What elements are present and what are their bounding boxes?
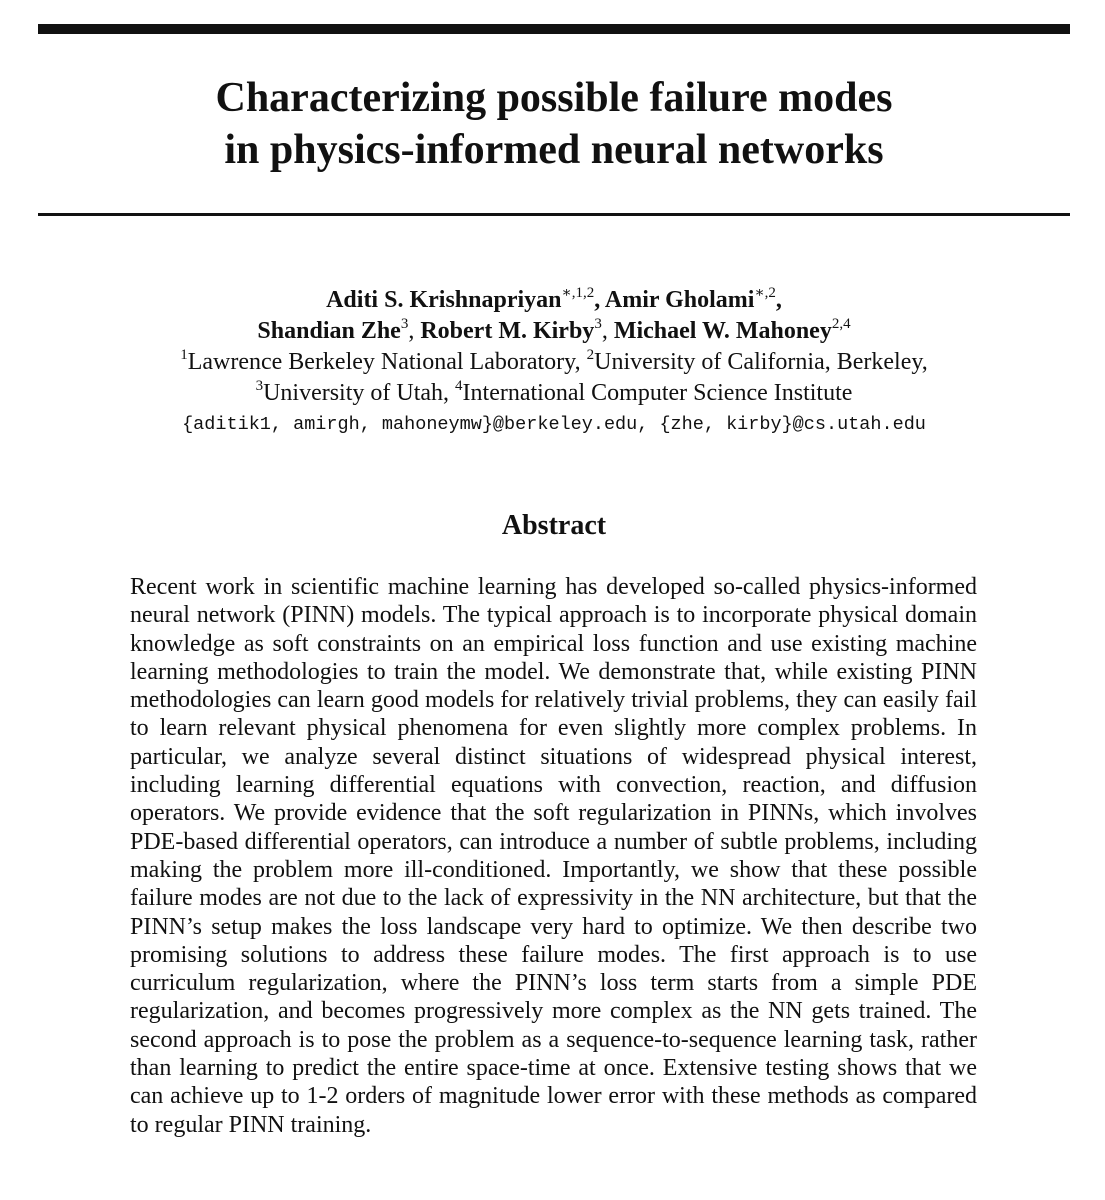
author-affil-mark: ∗,1,2 [561, 285, 595, 301]
author-name: Robert M. Kirby [420, 318, 595, 344]
affiliation: Lawrence Berkeley National Laboratory, [187, 349, 587, 375]
author-name: Michael W. Mahoney [613, 318, 832, 344]
affil-mark: 1 [180, 347, 188, 363]
author-name: Aditi S. Krishnapriyan [326, 287, 562, 313]
abstract-body: Recent work in scientific machine learning has developed so-called physics-informed neural network (PINN) models. The typical approach is to incorporate physical domain knowledge as soft constraints on an empirical loss function and use existing machine learning methodologies to train the model. We demonstrate that, while existing PINN methodologies can learn good models for relatively trivial problems, they can easily fail to learn relevant physical phenomena for even slightly more complex problems. In particular, we analyze several distinct situations of widespread physical interest, including learning differential equations with convection, reaction, and diffusion operators. We provide evidence that the soft regularization in PINNs, which involves PDE-based differential operators, can introduce a number of subtle problems, including making the problem more ill-conditioned. Importantly, we show that these possible failure modes are not due to the lack of expressivity in the NN architecture, but that the PINN’s setup makes the loss landscape very hard to optimize. We then describe two promising solutions to address these failure modes. The first approach is to use curriculum regularization, where the PINN’s loss term starts from a simple PDE regularization, and becomes progressively more complex as the NN gets trained. The second approach is to pose the problem as a sequence-to-sequence learning task, rather than learning to predict the entire space-time at once. Extensive testing shows that we can achieve up to 1-2 orders of magnitude lower error with these methods as compared to regular PINN training. [130, 574, 977, 1138]
author-affil-mark: 3 [400, 316, 409, 332]
author-block [38, 285, 1070, 440]
author-affil-mark: ∗,2 [754, 285, 776, 301]
paper-title [38, 72, 1070, 176]
affiliation: University of California, Berkeley, [594, 349, 928, 375]
affiliation: International Computer Science Institute [462, 380, 853, 406]
title-line-1: Characterizing possible failure modes [215, 75, 893, 121]
top-rule [38, 24, 1070, 34]
author-name: Shandian Zhe [257, 318, 401, 344]
abstract-heading: Abstract [501, 510, 607, 541]
affil-mark: 2 [586, 347, 595, 363]
title-rule [38, 213, 1070, 216]
affiliation-line-2 [38, 378, 1070, 409]
author-emails: {aditik1, amirgh, mahoneymw}@berkeley.edu, {zhe, kirby}@cs.utah.edu [182, 414, 926, 435]
author-affil-mark: 2,4 [831, 316, 851, 332]
affiliation-line-1 [38, 347, 1070, 378]
author-name: Amir Gholami [604, 287, 755, 313]
affil-mark: 3 [255, 378, 264, 394]
author-line-2: Shandian Zhe$^3$, Robert M. Kirby$^3$, Michael W. Mahoney$^{2,4}$ [257, 316, 851, 344]
affiliation: University of Utah, [263, 380, 456, 406]
author-line-1: Aditi S. Krishnapriyan$^{∗,1,2}$, Amir Gholami$^{∗,2}$, [326, 285, 782, 313]
author-affil-mark: 3 [594, 316, 602, 332]
title-line-2: in physics-informed neural networks [224, 127, 884, 173]
affil-mark: 4 [455, 378, 463, 394]
